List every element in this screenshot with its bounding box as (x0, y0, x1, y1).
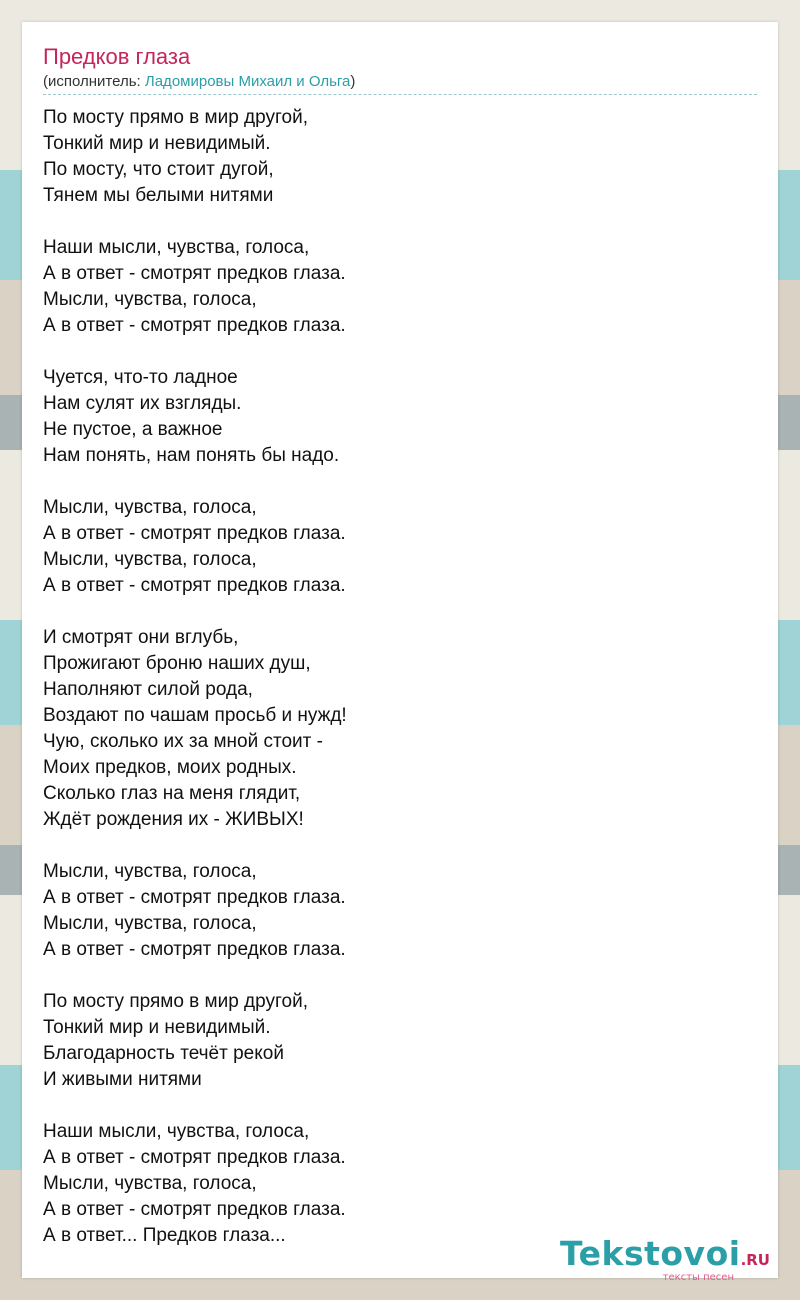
artist-prefix: (исполнитель: (43, 73, 145, 90)
lyric-line: Мысли, чувства, голоса, (43, 1173, 257, 1194)
lyric-line: Мысли, чувства, голоса, (43, 289, 257, 310)
lyric-line: По мосту прямо в мир другой, (43, 991, 308, 1012)
lyric-line: А в ответ - смотрят предков глаза. (43, 315, 346, 336)
lyric-line: А в ответ - смотрят предков глаза. (43, 887, 346, 908)
lyric-line: Благодарность течёт рекой (43, 1043, 284, 1064)
lyric-line: Мысли, чувства, голоса, (43, 913, 257, 934)
logo-tagline: тексты песен (662, 1272, 734, 1283)
lyric-line (43, 209, 347, 235)
lyric-line: А в ответ - смотрят предков глаза. (43, 575, 346, 596)
lyric-line: Моих предков, моих родных. (43, 757, 297, 778)
lyric-line: Наши мысли, чувства, голоса, (43, 237, 310, 258)
lyric-line: А в ответ - смотрят предков глаза. (43, 1147, 346, 1168)
lyric-line: Наши мысли, чувства, голоса, (43, 1121, 310, 1142)
lyric-line: Тянем мы белыми нитями (43, 185, 274, 206)
lyric-line (43, 599, 347, 625)
lyric-line: Прожигают броню наших душ, (43, 653, 311, 674)
lyric-line: По мосту прямо в мир другой, (43, 107, 308, 128)
lyric-line: Нам понять, нам понять бы надо. (43, 445, 340, 466)
artist-link[interactable]: Ладомировы Михаил и Ольга (144, 73, 351, 90)
lyric-line: И смотрят они вглубь, (43, 627, 239, 648)
lyric-line: А в ответ - смотрят предков глаза. (43, 939, 346, 960)
lyric-line: Сколько глаз на меня глядит, (43, 783, 301, 804)
lyric-line: Воздают по чашам просьб и нужд! (43, 705, 347, 726)
lyric-line: А в ответ - смотрят предков глаза. (43, 1199, 346, 1220)
lyric-line: А в ответ... Предков глаза... (43, 1225, 286, 1246)
lyric-line: Мысли, чувства, голоса, (43, 497, 257, 518)
lyric-line: Мысли, чувства, голоса, (43, 861, 257, 882)
lyric-line (43, 833, 347, 859)
lyrics-card (22, 22, 778, 1283)
lyric-line (43, 963, 347, 989)
lyric-line: Нам сулят их взгляды. (43, 393, 242, 414)
logo-name: Tekstovoi (560, 1234, 741, 1273)
title-divider (43, 94, 757, 95)
lyric-line: И живыми нитями (43, 1069, 202, 1090)
artist-suffix: ) (350, 73, 356, 90)
lyric-line: А в ответ - смотрят предков глаза. (43, 263, 346, 284)
lyric-line: Тонкий мир и невидимый. (43, 1017, 271, 1038)
lyric-line: Мысли, чувства, голоса, (43, 549, 257, 570)
artist-line (43, 73, 355, 90)
lyric-line: Ждёт рождения их - ЖИВЫХ! (43, 809, 304, 830)
song-title: Предков глаза (43, 44, 191, 69)
lyric-line (43, 469, 347, 495)
lyrics-text (43, 105, 347, 1249)
lyric-line (43, 339, 347, 365)
lyric-line: Не пустое, а важное (43, 419, 223, 440)
lyric-line: Тонкий мир и невидимый. (43, 133, 271, 154)
logo-tld: .RU (740, 1251, 770, 1269)
lyric-line: А в ответ - смотрят предков глаза. (43, 523, 346, 544)
lyric-line: Чую, сколько их за мной стоит - (43, 731, 323, 752)
lyric-line: По мосту, что стоит дугой, (43, 159, 274, 180)
lyric-line: Чуется, что-то ладное (43, 367, 238, 388)
lyric-line (43, 1093, 347, 1119)
site-logo[interactable] (560, 1234, 770, 1283)
lyric-line: Наполняют силой рода, (43, 679, 253, 700)
